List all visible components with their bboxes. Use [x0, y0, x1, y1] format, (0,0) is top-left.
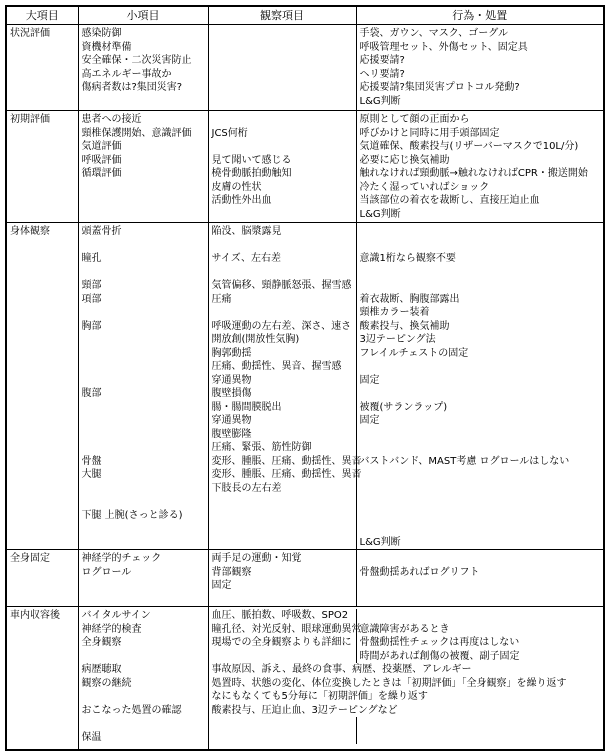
observation-item: 背部観察: [211, 566, 252, 578]
observation-item: 開放創(開放性気胸): [211, 334, 300, 345]
minor-item: 全身観察: [81, 637, 122, 648]
action-item: L&G判断: [359, 95, 401, 107]
minor-item: [82, 414, 208, 428]
minor-item: [82, 579, 208, 593]
major-item-label: 身体観察: [10, 226, 50, 237]
minor-item: [82, 95, 208, 109]
minor-item-cell-content: [79, 550, 208, 606]
action-item: [360, 360, 604, 374]
observation-item: [212, 495, 356, 509]
table-body: [6, 25, 604, 750]
cell-line: [209, 677, 604, 691]
minor-item: [82, 536, 208, 550]
observation-item: 腹壁損傷: [211, 388, 252, 399]
major-item-cell-content: [7, 550, 78, 566]
observation-item: 現場での全身観察よりも詳細に: [211, 637, 352, 648]
merged-cell-content: [209, 607, 604, 744]
action-item: 時間があれば創傷の被覆、副子固定: [356, 650, 520, 664]
major-item-label: 車内収容後: [10, 610, 60, 621]
action-item: L&G判断: [359, 536, 401, 548]
action-item: 意識障害があるとき: [356, 623, 450, 637]
cell-line: [209, 663, 604, 677]
observation-item: 圧痛、動揺性、異音、握雪感: [211, 361, 342, 372]
action-cell: [356, 111, 604, 223]
table-row: [6, 607, 604, 750]
action-item: 呼びかけと同時に用手頭部固定: [359, 127, 500, 139]
action-item: 3辺テーピング法: [359, 334, 436, 345]
action-cell-content: [357, 223, 604, 549]
observation-item: [212, 140, 356, 154]
minor-item-cell: [78, 111, 208, 223]
action-item: 意識1桁なら観察不要: [359, 253, 456, 264]
observation-item: [212, 536, 356, 550]
action-item: ヘリ要請?: [359, 68, 405, 80]
major-item-cell: [6, 223, 78, 550]
table-row: [6, 25, 604, 111]
action-item: 骨盤動揺性チェックは再度はしない: [356, 636, 520, 650]
action-item: 応援要請?集団災害プロトコル発動?: [359, 82, 520, 93]
action-item: 固定: [359, 415, 380, 426]
action-cell-content: [357, 25, 604, 108]
minor-item-cell: [78, 223, 208, 550]
major-item-cell-content: [7, 223, 78, 239]
minor-item-cell: [78, 550, 208, 607]
minor-item: [82, 717, 208, 731]
minor-item: [82, 690, 208, 704]
minor-item: 資機材準備: [81, 41, 132, 53]
observation-item: 気管偏移、頸静脈怒張、握雪感: [211, 280, 352, 291]
action-item: 被覆(サランラップ): [359, 401, 448, 413]
observation-item: 変形、腫脹、圧痛、動揺性、異音: [211, 469, 362, 480]
minor-item: [82, 374, 208, 388]
minor-item-cell-content: [79, 111, 208, 221]
column-header-observation: 観察項目: [208, 6, 356, 25]
action-item: [360, 441, 604, 455]
observation-item: 両手足の運動・知覚: [211, 553, 302, 564]
observation-cell: [208, 111, 356, 223]
observation-item: 血圧、脈拍数、呼吸数、SPO2: [211, 610, 349, 621]
action-item: 応援要請?: [359, 55, 405, 66]
major-item-cell: [6, 607, 78, 750]
column-header-minor: 小項目: [78, 6, 208, 25]
action-item: [360, 522, 604, 536]
minor-item: 傷病者数は?集団災害?: [81, 82, 183, 93]
observation-item: 事故原因、訴え、最終の食事、病歴、投薬歴、アレルギー: [211, 664, 472, 675]
action-cell-content: [357, 111, 604, 221]
action-item: [360, 509, 604, 523]
minor-item-cell-content: [79, 25, 208, 108]
minor-item-cell-content: [79, 607, 208, 744]
minor-item-cell-content: [79, 223, 208, 549]
major-item-label: 全身固定: [10, 553, 50, 564]
observation-item: 呼吸運動の左右差、深さ、速さ: [211, 320, 352, 332]
action-item: [356, 717, 360, 731]
cell-line: [209, 623, 604, 637]
minor-item: 瞳孔: [81, 253, 102, 264]
observation-item: [212, 266, 356, 280]
observation-item: 固定: [211, 580, 232, 591]
minor-item: [82, 522, 208, 536]
action-item: 触れなければ頸動脈→触れなければCPR・搬送開始: [359, 168, 588, 179]
minor-item: 病歴聴取: [81, 664, 122, 675]
action-item: [360, 279, 604, 293]
action-item: 固定: [359, 374, 380, 386]
major-item-cell: [6, 550, 78, 607]
action-item: 気道確保、酸素投与(リザーバーマスクで10L/分): [359, 141, 579, 152]
observation-item: [212, 593, 356, 607]
observation-cell-content: [209, 25, 356, 108]
observation-item: [209, 651, 212, 662]
observation-item: 変形、腫脹、圧痛、動揺性、異音: [211, 455, 362, 467]
action-item: [360, 387, 604, 401]
observation-item: [212, 522, 356, 536]
major-item-cell-content: [7, 25, 78, 41]
minor-item: 安全確保・二次災害防止: [81, 55, 192, 66]
observation-item: 圧痛、緊張、筋性防御: [211, 442, 312, 453]
observation-item: [212, 54, 356, 68]
minor-item: 気道評価: [81, 141, 122, 152]
action-item: [360, 239, 604, 253]
minor-item: [82, 306, 208, 320]
observation-cell-content: [209, 223, 362, 549]
observation-item: 穿通異物: [211, 374, 252, 386]
observation-item: 陥没、脳漿露見: [211, 226, 282, 237]
action-item: [360, 495, 604, 509]
minor-item: [82, 593, 208, 607]
minor-item: 高エネルギー事故か: [81, 68, 172, 80]
cell-line: [209, 717, 604, 731]
minor-item: [82, 239, 208, 253]
observation-cell-content: [209, 111, 356, 221]
header-row: [6, 6, 604, 25]
observation-item: [212, 27, 356, 41]
major-item-label: 初期評価: [10, 114, 50, 125]
action-item: 必要に応じ換気補助: [359, 154, 450, 166]
observation-item: [212, 95, 356, 109]
action-item: フレイルチェストの固定: [359, 347, 469, 359]
action-item: [356, 609, 360, 623]
action-item: 冷たく湿っていればショック: [359, 181, 490, 193]
observation-item: [212, 41, 356, 55]
minor-item-cell: [78, 607, 208, 750]
minor-item: [82, 266, 208, 280]
minor-item: 観察の継続: [81, 677, 132, 689]
minor-item: [82, 347, 208, 361]
action-item: [360, 266, 604, 280]
minor-item: [82, 428, 208, 442]
observation-cell-content: [209, 550, 356, 606]
minor-item: [82, 333, 208, 347]
action-item: 頸椎カラー装着: [359, 307, 430, 318]
minor-item: 下腿 上腕(さっと診る): [81, 509, 183, 521]
action-item: [360, 579, 604, 593]
action-item: 酸素投与、換気補助: [359, 320, 450, 332]
minor-item-cell: [78, 25, 208, 111]
minor-item: [82, 360, 208, 374]
major-item-cell-content: [7, 607, 78, 623]
minor-item: バイタルサイン: [81, 610, 151, 621]
action-item: [360, 225, 604, 239]
observation-item: 瞳孔径、対光反射、眼球運動異常: [211, 623, 362, 635]
cell-line: [209, 650, 604, 664]
observation-item: 腹壁膨隆: [211, 428, 252, 440]
minor-item: [82, 208, 208, 222]
cell-line: [209, 636, 604, 650]
minor-item: 骨盤: [81, 455, 102, 467]
action-item: 着衣裁断、胸腹部露出: [359, 293, 460, 305]
minor-item: [82, 194, 208, 208]
observation-item: 皮膚の性状: [211, 181, 262, 193]
observation-item: 穿通異物: [211, 415, 252, 426]
action-item: 手袋、ガウン、マスク、ゴーグル: [359, 28, 508, 39]
minor-item: [82, 441, 208, 455]
observation-item: 橈骨動脈拍動触知: [211, 168, 292, 179]
action-item: 当該部位の着衣を裁断し、直接圧迫止血: [359, 195, 540, 206]
minor-item: 感染防御: [81, 28, 122, 39]
observation-item: [212, 68, 356, 82]
minor-item: [82, 482, 208, 496]
action-item: 骨盤動揺あればログリフト: [359, 566, 480, 578]
major-item-cell-content: [7, 111, 78, 127]
minor-item: 胸部: [81, 320, 102, 332]
minor-item: ログロール: [81, 566, 132, 578]
cell-line: [209, 704, 604, 718]
column-header-action: 行為・処置: [356, 6, 604, 25]
observation-item: 胸郭動揺: [211, 347, 252, 359]
observation-item: 活動性外出血: [211, 195, 272, 206]
action-cell: [356, 25, 604, 111]
observation-cell: [208, 25, 356, 111]
minor-item: [82, 181, 208, 195]
action-item: [360, 468, 604, 482]
minor-item: [82, 495, 208, 509]
cell-line: [209, 731, 604, 745]
observation-item: [212, 509, 356, 523]
minor-item: [82, 401, 208, 415]
observation-item: [212, 113, 356, 127]
action-cell: [356, 550, 604, 607]
minor-item: 保温: [81, 731, 102, 743]
minor-item: 頸椎保護開始、意識評価: [81, 127, 192, 139]
observation-item: [212, 81, 356, 95]
action-item: [360, 428, 604, 442]
major-item-cell: [6, 111, 78, 223]
table-row: [6, 111, 604, 223]
minor-item: 神経学的チェック: [81, 553, 162, 564]
action-cell-content: [357, 550, 604, 606]
assessment-table: [5, 5, 605, 751]
minor-item: 患者への接近: [81, 114, 142, 125]
observation-item: 腸・腸間膜脱出: [211, 401, 282, 413]
major-item-label: 状況評価: [10, 28, 50, 39]
minor-item: 呼吸評価: [81, 154, 122, 166]
minor-item: 神経学的検査: [81, 623, 142, 635]
observation-item: [212, 239, 356, 253]
cell-line: [209, 609, 604, 623]
major-item-cell: [6, 25, 78, 111]
observation-action-merged-cell: [208, 607, 604, 750]
observation-cell: [208, 550, 356, 607]
observation-item: 見て聞いて感じる: [211, 154, 292, 166]
observation-item: 圧痛: [211, 293, 232, 305]
minor-item: 腹部: [81, 388, 102, 399]
minor-item: [82, 650, 208, 664]
minor-item: 頭蓋骨折: [81, 226, 122, 237]
observation-item: JCS何桁: [211, 127, 248, 139]
action-item: L&G判断: [359, 208, 401, 220]
observation-item: [212, 306, 356, 320]
observation-item: 酸素投与、圧迫止血、3辺テーピングなど: [211, 704, 398, 716]
observation-item: 処置時、状態の変化、体位変換したときは「初期評価」「全身観察」を繰り返す: [211, 677, 567, 689]
minor-item: 項部: [81, 293, 102, 305]
action-item: [360, 552, 604, 566]
action-item: 呼吸管理セット、外傷セット、固定具: [359, 41, 528, 53]
action-item: [360, 593, 604, 607]
minor-item: 大腿: [81, 469, 102, 480]
observation-item: サイズ、左右差: [211, 253, 281, 264]
action-cell: [356, 223, 604, 550]
table-row: [6, 550, 604, 607]
observation-item: [209, 732, 212, 743]
observation-cell: [208, 223, 362, 550]
action-item: バストバンド、MAST考慮 ログロールはしない: [359, 455, 570, 467]
observation-item: 下肢長の左右差: [211, 482, 282, 494]
minor-item: 頸部: [81, 280, 102, 291]
cell-line: [209, 690, 604, 704]
action-item: [356, 731, 360, 745]
table-row: [6, 223, 604, 550]
observation-item: なにもなくても5分毎に「初期評価」を繰り返す: [211, 691, 428, 702]
action-item: 原則として顔の正面から: [359, 114, 470, 125]
minor-item: 循環評価: [81, 168, 122, 179]
observation-item: [209, 718, 212, 729]
action-item: [360, 482, 604, 496]
minor-item: おこなった処置の確認: [81, 704, 182, 716]
column-header-major: 大項目: [6, 6, 78, 25]
observation-item: [212, 208, 356, 222]
